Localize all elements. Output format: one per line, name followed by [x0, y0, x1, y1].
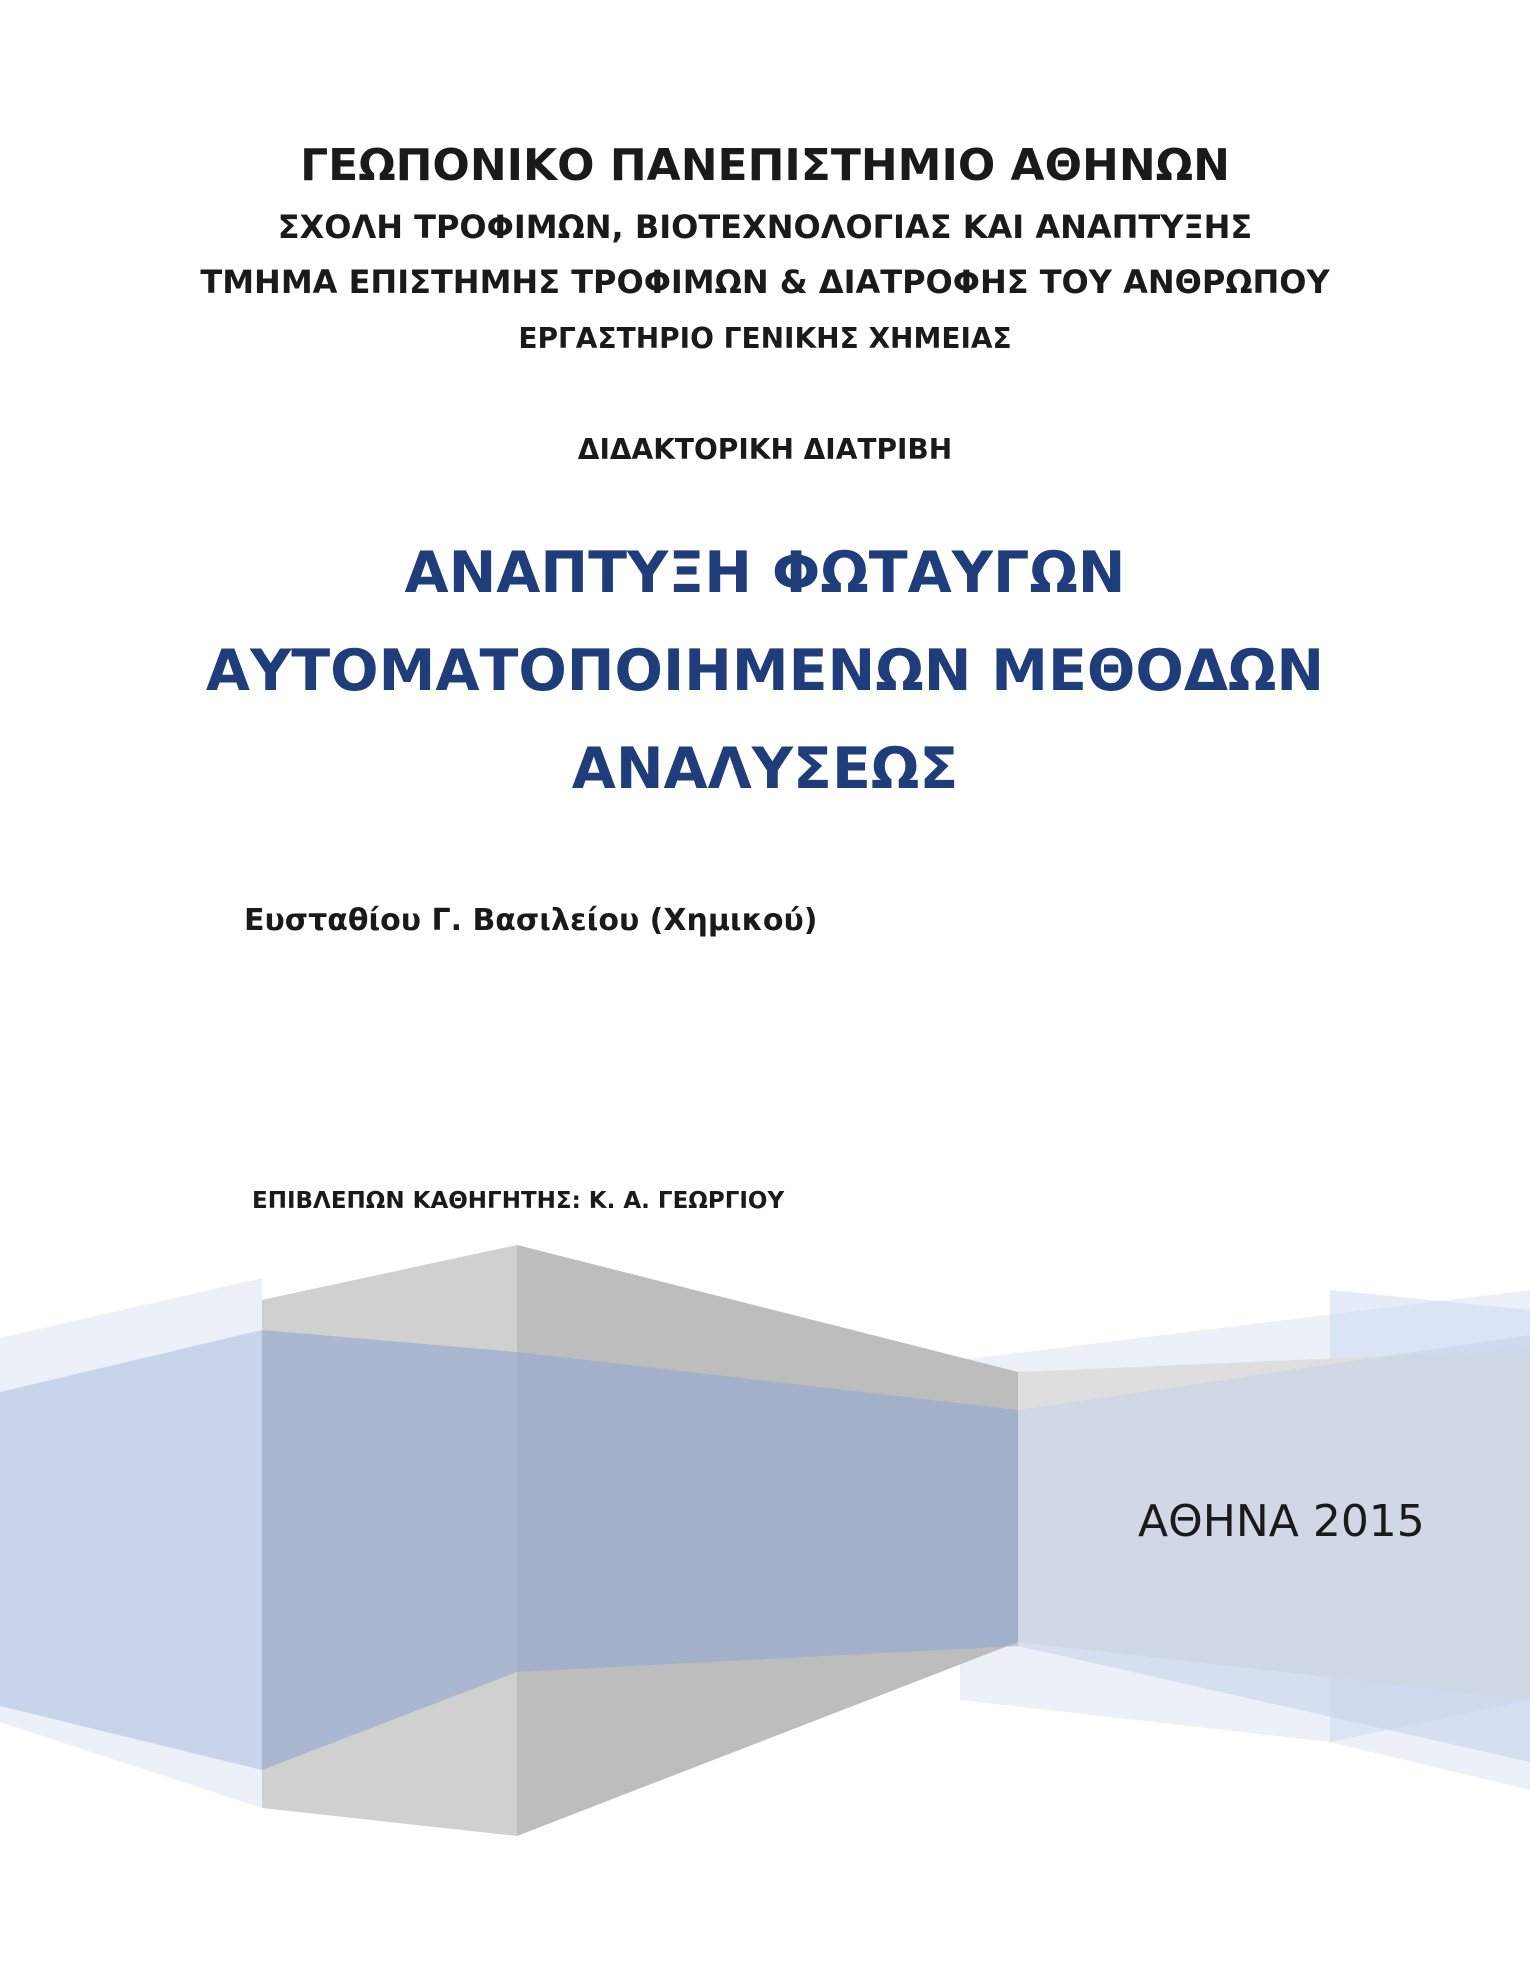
university-name: ΓΕΩΠΟΝΙΚΟ ΠΑΝΕΠΙΣΤΗΜΙΟ ΑΘΗΝΩΝ: [300, 140, 1230, 191]
thesis-title-line-1: ΑΝΑΠΤΥΞΗ ΦΩΤΑΥΓΩΝ: [404, 540, 1126, 606]
department-name: ΤΜΗΜΑ ΕΠΙΣΤΗΜΗΣ ΤΡΟΦΙΜΩΝ & ΔΙΑΤΡΟΦΗΣ ΤΟΥ ΑΝΘΡΩΠΟΥ: [200, 263, 1330, 301]
author-name: Ευσταθίου Γ. Βασιλείου (Χημικού): [244, 903, 818, 938]
thesis-title-line-2: ΑΥΤΟΜΑΤΟΠΟΙΗΜΕΝΩΝ ΜΕΘΟΔΩΝ: [205, 638, 1325, 704]
blue-band-left: [0, 1330, 262, 1770]
thesis-title-line-3: ΑΝΑΛΥΣΕΩΣ: [571, 736, 959, 802]
document-type: ΔΙΔΑΚΤΟΡΙΚΗ ΔΙΑΤΡΙΒΗ: [577, 433, 953, 466]
laboratory-name: ΕΡΓΑΣΤΗΡΙΟ ΓΕΝΙΚΗΣ ΧΗΜΕΙΑΣ: [518, 322, 1012, 355]
school-name: ΣΧΟΛΗ ΤΡΟΦΙΜΩΝ, ΒΙΟΤΕΧΝΟΛΟΓΙΑΣ ΚΑΙ ΑΝΑΠΤΥΞΗΣ: [277, 208, 1253, 246]
place-and-year: ΑΘΗΝΑ 2015: [1138, 1496, 1425, 1547]
supervisor-line: ΕΠΙΒΛΕΠΩΝ ΚΑΘΗΓΗΤΗΣ: Κ. Α. ΓΕΩΡΓΙΟΥ: [252, 1188, 785, 1214]
